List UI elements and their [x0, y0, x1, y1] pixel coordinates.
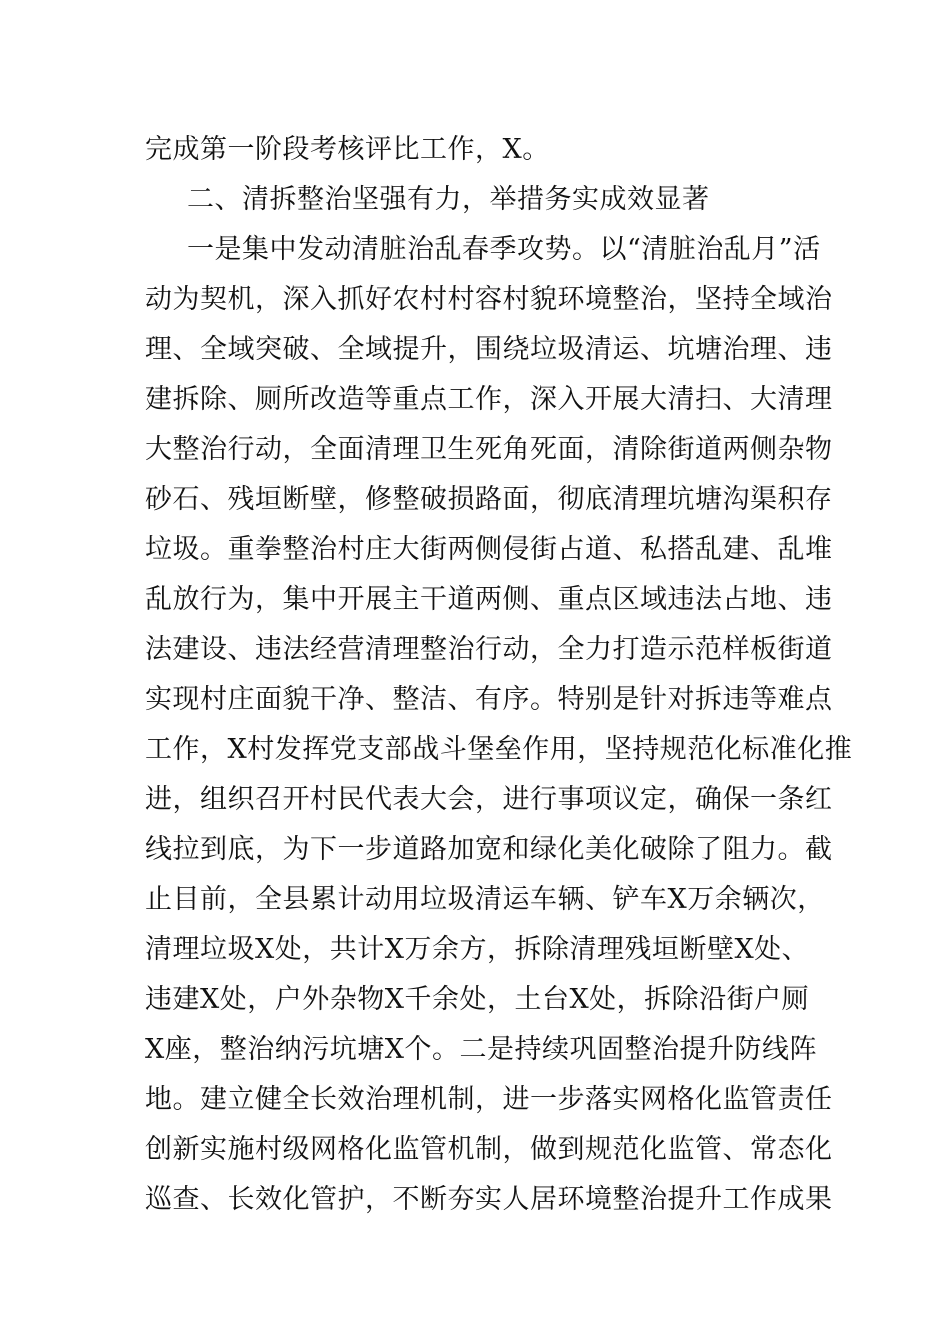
text-line-1: 完成第一阶段考核评比工作，X。 — [145, 134, 550, 165]
text-line-22: 巡查、长效化管护，不断夯实人居环境整治提升工作成果 — [145, 1184, 833, 1215]
text-line-20: 地。建立健全长效治理机制，进一步落实网格化监管责任 — [145, 1084, 833, 1115]
section-heading: 二、清拆整治坚强有力，举措务实成效显著 — [187, 184, 710, 215]
text-line-12: 实现村庄面貌干净、整洁、有序。特别是针对拆违等难点 — [145, 684, 833, 715]
text-line-11: 法建设、违法经营清理整治行动，全力打造示范样板街道 — [145, 634, 833, 665]
text-line-14: 进，组织召开村民代表大会，进行事项议定，确保一条红 — [145, 784, 833, 815]
text-line-10: 乱放行为，集中开展主干道两侧、重点区域违法占地、违 — [145, 584, 833, 615]
text-line-17: 清理垃圾X处，共计X万余方，拆除清理残垣断壁X处、 — [145, 934, 810, 965]
text-line-19: X座，整治纳污坑塘X个。二是持续巩固整治提升防线阵 — [145, 1034, 817, 1065]
text-line-9: 垃圾。重拳整治村庄大街两侧侵街占道、私搭乱建、乱堆 — [145, 534, 833, 565]
text-line-7: 大整治行动，全面清理卫生死角死面，清除街道两侧杂物 — [145, 434, 833, 465]
text-line-4: 动为契机，深入抓好农村村容村貌环境整治，坚持全域治 — [145, 284, 833, 315]
text-line-6: 建拆除、厕所改造等重点工作，深入开展大清扫、大清理 — [145, 384, 833, 415]
text-line-3: 一是集中发动清脏治乱春季攻势。以“清脏治乱月”活 — [187, 234, 821, 265]
text-line-8: 砂石、残垣断壁，修整破损路面，彻底清理坑塘沟渠积存 — [145, 484, 833, 515]
text-line-13: 工作，X村发挥党支部战斗堡垒作用，坚持规范化标准化推 — [145, 734, 853, 765]
text-line-16: 止目前，全县累计动用垃圾清运车辆、铲车X万余辆次， — [145, 884, 825, 915]
text-line-5: 理、全域突破、全域提升，围绕垃圾清运、坑塘治理、违 — [145, 334, 833, 365]
text-line-21: 创新实施村级网格化监管机制，做到规范化监管、常态化 — [145, 1134, 833, 1165]
text-line-15: 线拉到底，为下一步道路加宽和绿化美化破除了阻力。截 — [145, 834, 833, 865]
text-line-18: 违建X处，户外杂物X千余处，土台X处，拆除沿街户厕 — [145, 984, 810, 1015]
